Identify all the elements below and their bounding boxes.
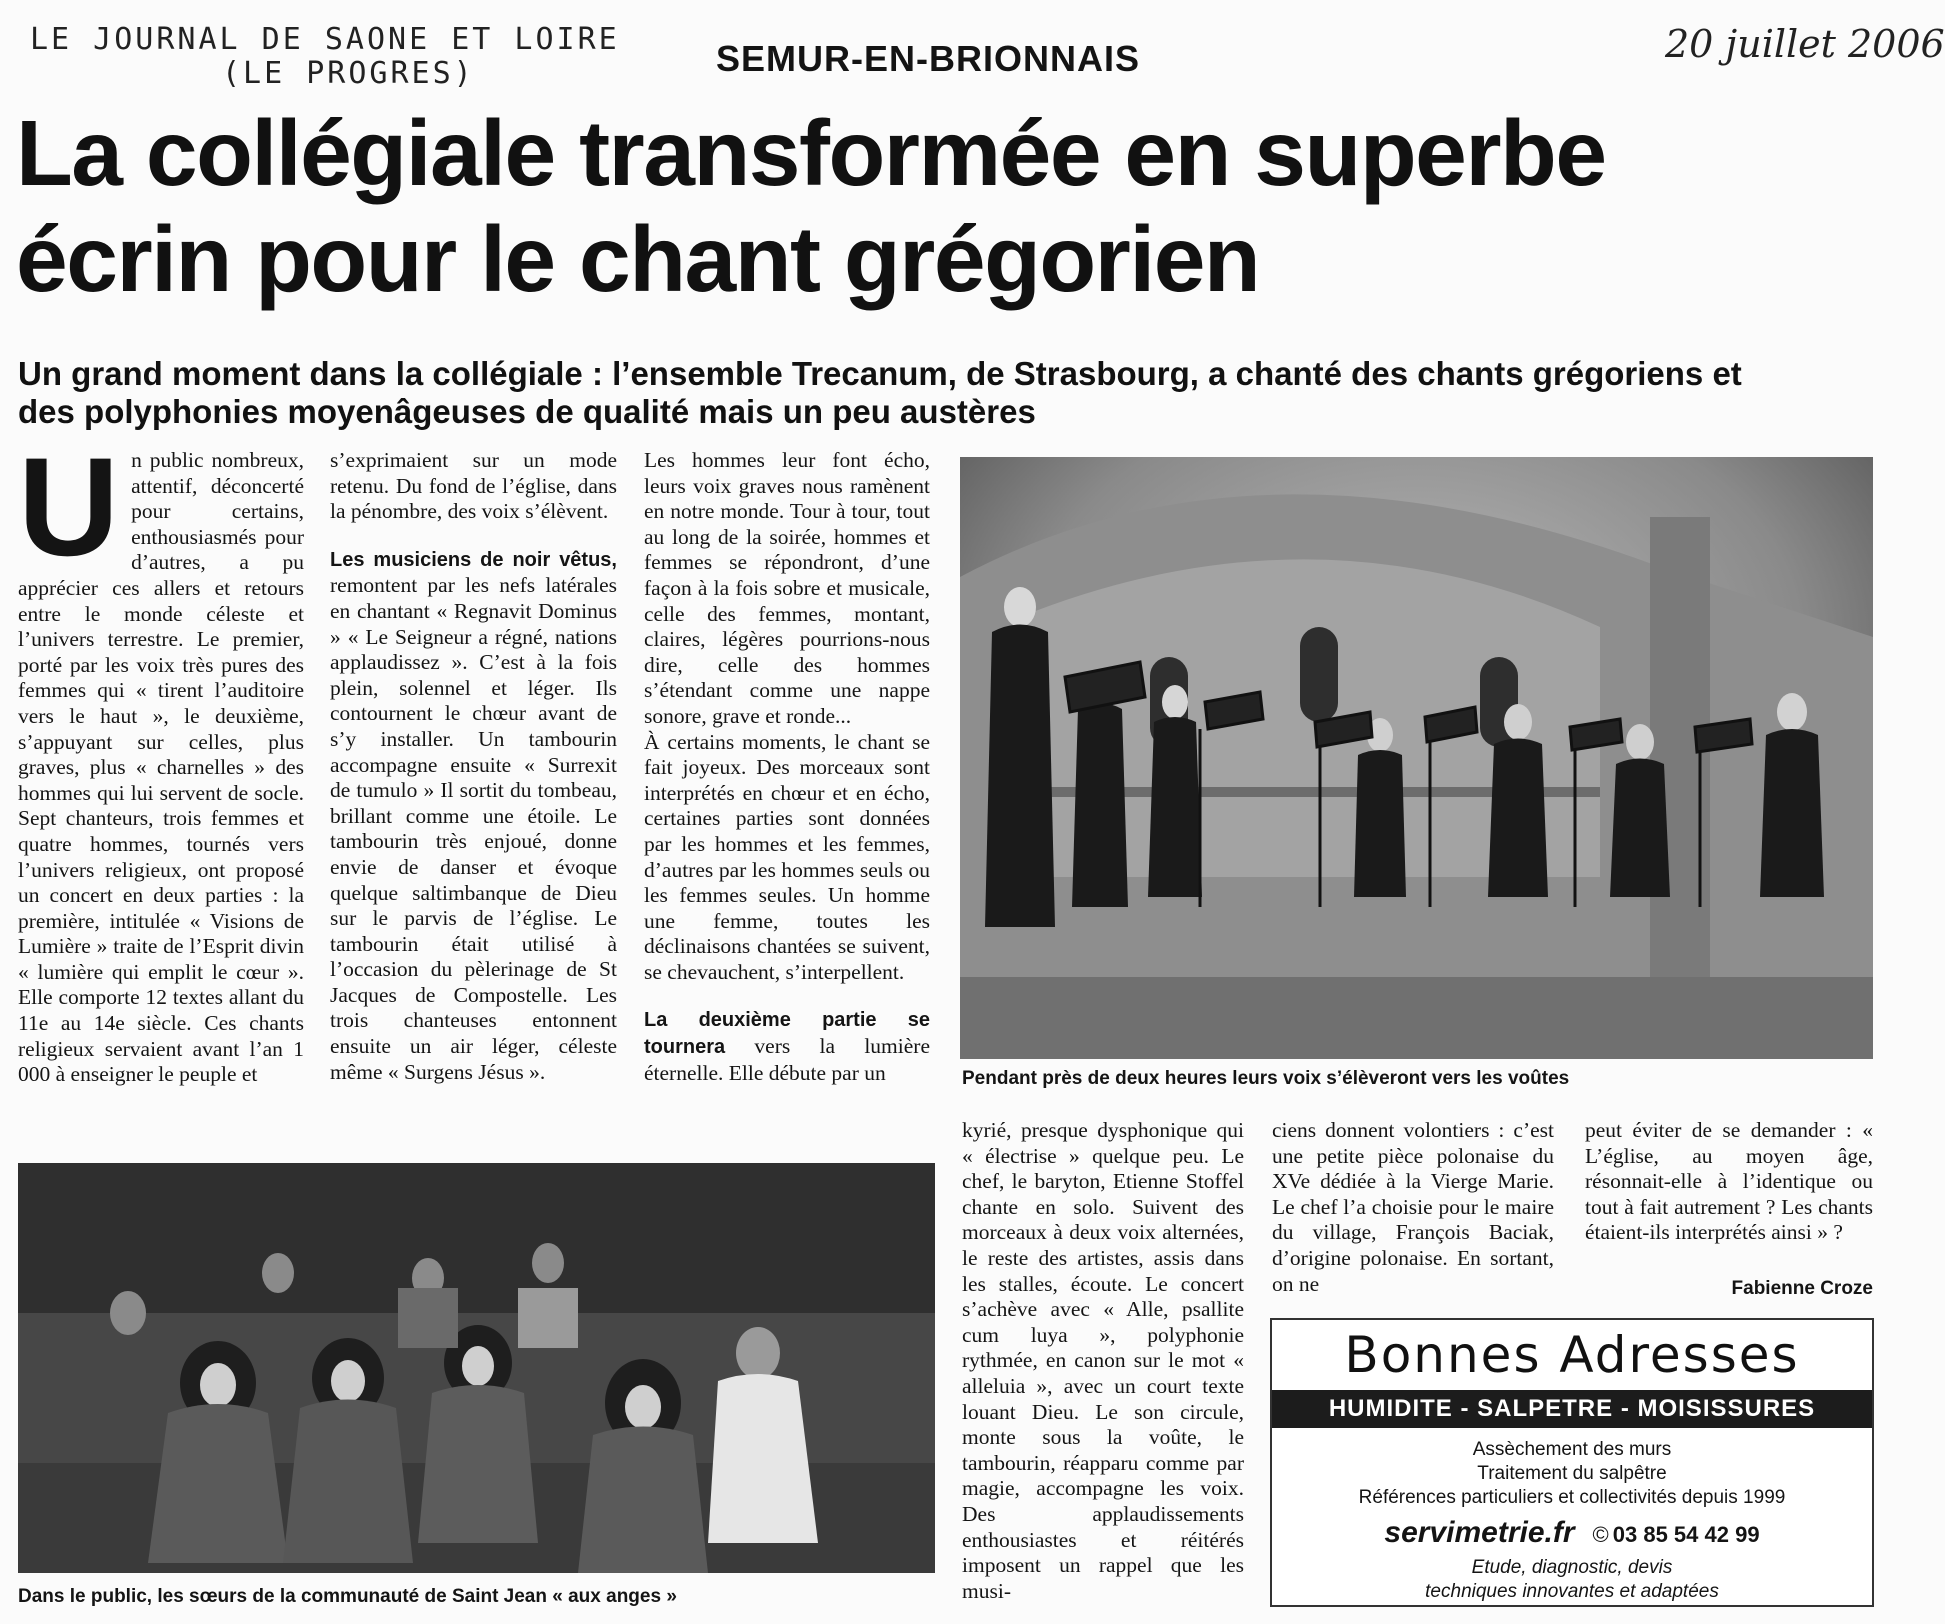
ad-body (1272, 1428, 1872, 1510)
column-1-text: n public nombreux, attentif, déconcerté pour certains, enthousiasmés pour d’autres, a pu apprécier ces allers et retours entre le monde céleste et l’univers terrestre. Le premier, porté par les voix très pures des femmes qui « tirent l’auditoire vers le haut », le deuxième, s’appuyant sur celles, plus graves, plus « charnelles » des hommes qui lui servent de socle. Sept chanteurs, trois femmes et quatre hommes, tournés vers l’univers religieux, ont proposé un concert en deux parties : la première, intitulée « Visions de Lumière » traite de l’Esprit divin « lumière qui emplit le cœur ». Elle comporte 12 textes allant du 11e au 14e siècle. Ces chants religieux servaient avant l’an 1 000 à enseigner le peuple et (18, 448, 304, 1087)
ad-phone: 03 85 54 42 99 (1612, 1522, 1760, 1547)
subhead-musiciens: Les musiciens de noir vêtus, (330, 548, 617, 571)
author-signature: Fabienne Croze (1731, 1278, 1873, 1299)
column-4-text: kyrié, presque dysphonique qui « électrise » quelque peu. Le chef, le baryton, Etienne Stoffel chante en solo. Suivent des morceaux à deux voix alternées, le reste des artistes, assis dans les stalles, écoute. Le concert s’achève avec « Alle, psallite cum luya », polyphonie rythmée, en canon sur le mot « alleluia », avec un court texte louant Dieu. Le son circule, monte sous la voûte, le tambourin, réapparu comme par magie, accompagne les voix. Des applaudissements enthousiastes et réitérés imposent un rappel que les musi- (962, 1118, 1244, 1603)
column-4 (962, 1118, 1244, 1604)
ad-logo: Bonnes Adresses (1344, 1326, 1800, 1384)
choir-photo (960, 457, 1873, 1059)
date-handwritten: 20 juillet 2006 (1665, 22, 1945, 66)
ad-website: servimetrie.fr (1384, 1516, 1575, 1549)
audience-photo-caption: Dans le public, les sœurs de la communauté de Saint Jean « aux anges » (18, 1586, 677, 1607)
source-handwritten-sub: (LE PROGRES) (222, 56, 475, 91)
headline-line-1: La collégiale transformée en superbe (16, 101, 1606, 205)
drop-cap: U (18, 428, 120, 585)
source-handwritten: LE JOURNAL DE SAONE ET LOIRE (30, 22, 620, 57)
ad-tag-2: techniques innovantes et adaptées (1425, 1581, 1719, 1602)
column-2-para-2 (330, 547, 617, 1085)
ad-line-2: Traitement du salpêtre (1477, 1463, 1667, 1484)
column-6-text: peut éviter de se demander : « L’église, au moyen âge, résonnait-elle à l’identique ou tout à fait autrement ? Les chants étaient-ils interprétés ainsi » ? (1585, 1118, 1873, 1245)
choir-photo-image (960, 457, 1873, 1059)
column-3-para-3-text: vers la lumière éternelle. Elle débute par un (644, 1034, 930, 1085)
advertisement (1270, 1318, 1874, 1607)
audience-photo-image (18, 1163, 935, 1573)
column-5-text: ciens donnent volontiers : c’est une petite pièce polonaise du XVe dédiée à la Vierge Marie. Le chef l’a choisie pour le maire du village, François Baciak, d’origine polonaise. En sortant, on ne (1272, 1118, 1554, 1296)
column-5 (1272, 1118, 1554, 1297)
ad-contact (1272, 1516, 1872, 1550)
headline-line-2: écrin pour le chant grégorien (16, 207, 1260, 311)
column-3-para-1: Les hommes leur font écho, leurs voix graves nous ramènent en notre monde. Tour à tour, tout au long de la soirée, hommes et femmes se répondront, d’une façon à la fois sobre et musicale, celle des femmes, montant, claires, légères pourrions-nous dire, celle des hommes s’étendant comme une nappe sonore, grave et ronde... (644, 448, 930, 728)
deck-line-1: Un grand moment dans la collégiale : l’ensemble Trecanum, de Strasbourg, a chanté des chants grégoriens et (18, 355, 1742, 392)
audience-photo (18, 1163, 935, 1573)
column-1 (18, 428, 304, 1088)
choir-photo-caption: Pendant près de deux heures leurs voix s’élèveront vers les voûtes (962, 1068, 1570, 1089)
phone-icon: © (1592, 1522, 1609, 1547)
subhead-deuxieme-partie: La deuxième partie se tournera (644, 1009, 930, 1059)
ad-line-3: Références particuliers et collectivités depuis 1999 (1358, 1487, 1786, 1508)
column-6 (1585, 1118, 1873, 1246)
ad-line-1: Assèchement des murs (1472, 1439, 1672, 1460)
ad-banner: HUMIDITE - SALPETRE - MOISISSURES (1272, 1390, 1872, 1428)
rubric-title: SEMUR-EN-BRIONNAIS (716, 38, 1141, 79)
column-2 (330, 448, 617, 1085)
ad-tag-1: Etude, diagnostic, devis (1471, 1557, 1673, 1578)
column-2-para-1: s’exprimaient sur un mode retenu. Du fond de l’église, dans la pénombre, des voix s’élèvent. (330, 448, 617, 524)
deck (18, 355, 1878, 431)
column-3-para-3 (644, 1007, 930, 1086)
deck-line-2: des polyphonies moyenâgeuses de qualité mais un peu austères (18, 393, 1036, 430)
headline (16, 100, 1876, 312)
column-3 (644, 448, 930, 1086)
column-3-para-2: À certains moments, le chant se fait joyeux. Des morceaux sont interprétés en chœur et en écho, certaines parties sont données par les hommes et les femmes, d’autres par les hommes seuls ou les femmes seules. Un homme une femme, toutes les déclinaisons chantées se suivent, se chevauchent, s’interpellent. (644, 729, 930, 984)
ad-tagline (1272, 1556, 1872, 1604)
column-2-para-2-text: remontent par les nefs latérales en chantant « Regnavit Dominus » « Le Seigneur a régné, nations applaudissez ». C’est à la fois plein, solennel et léger. Ils contournent le chœur avant de s’y installer. Un tambourin accompagne ensuite « Surrexit de tumulo » Il sortit du tombeau, brillant comme une étoile. Le tambourin très enjoué, donne envie de danser et évoque quelque saltimbanque de Dieu sur le parvis de l’église. Le tambourin était utilisé à l’occasion du pèlerinage de St Jacques de Compostelle. Les trois chanteuses entonnent ensuite un air léger, céleste même « Surgens Jésus ». (330, 573, 617, 1084)
